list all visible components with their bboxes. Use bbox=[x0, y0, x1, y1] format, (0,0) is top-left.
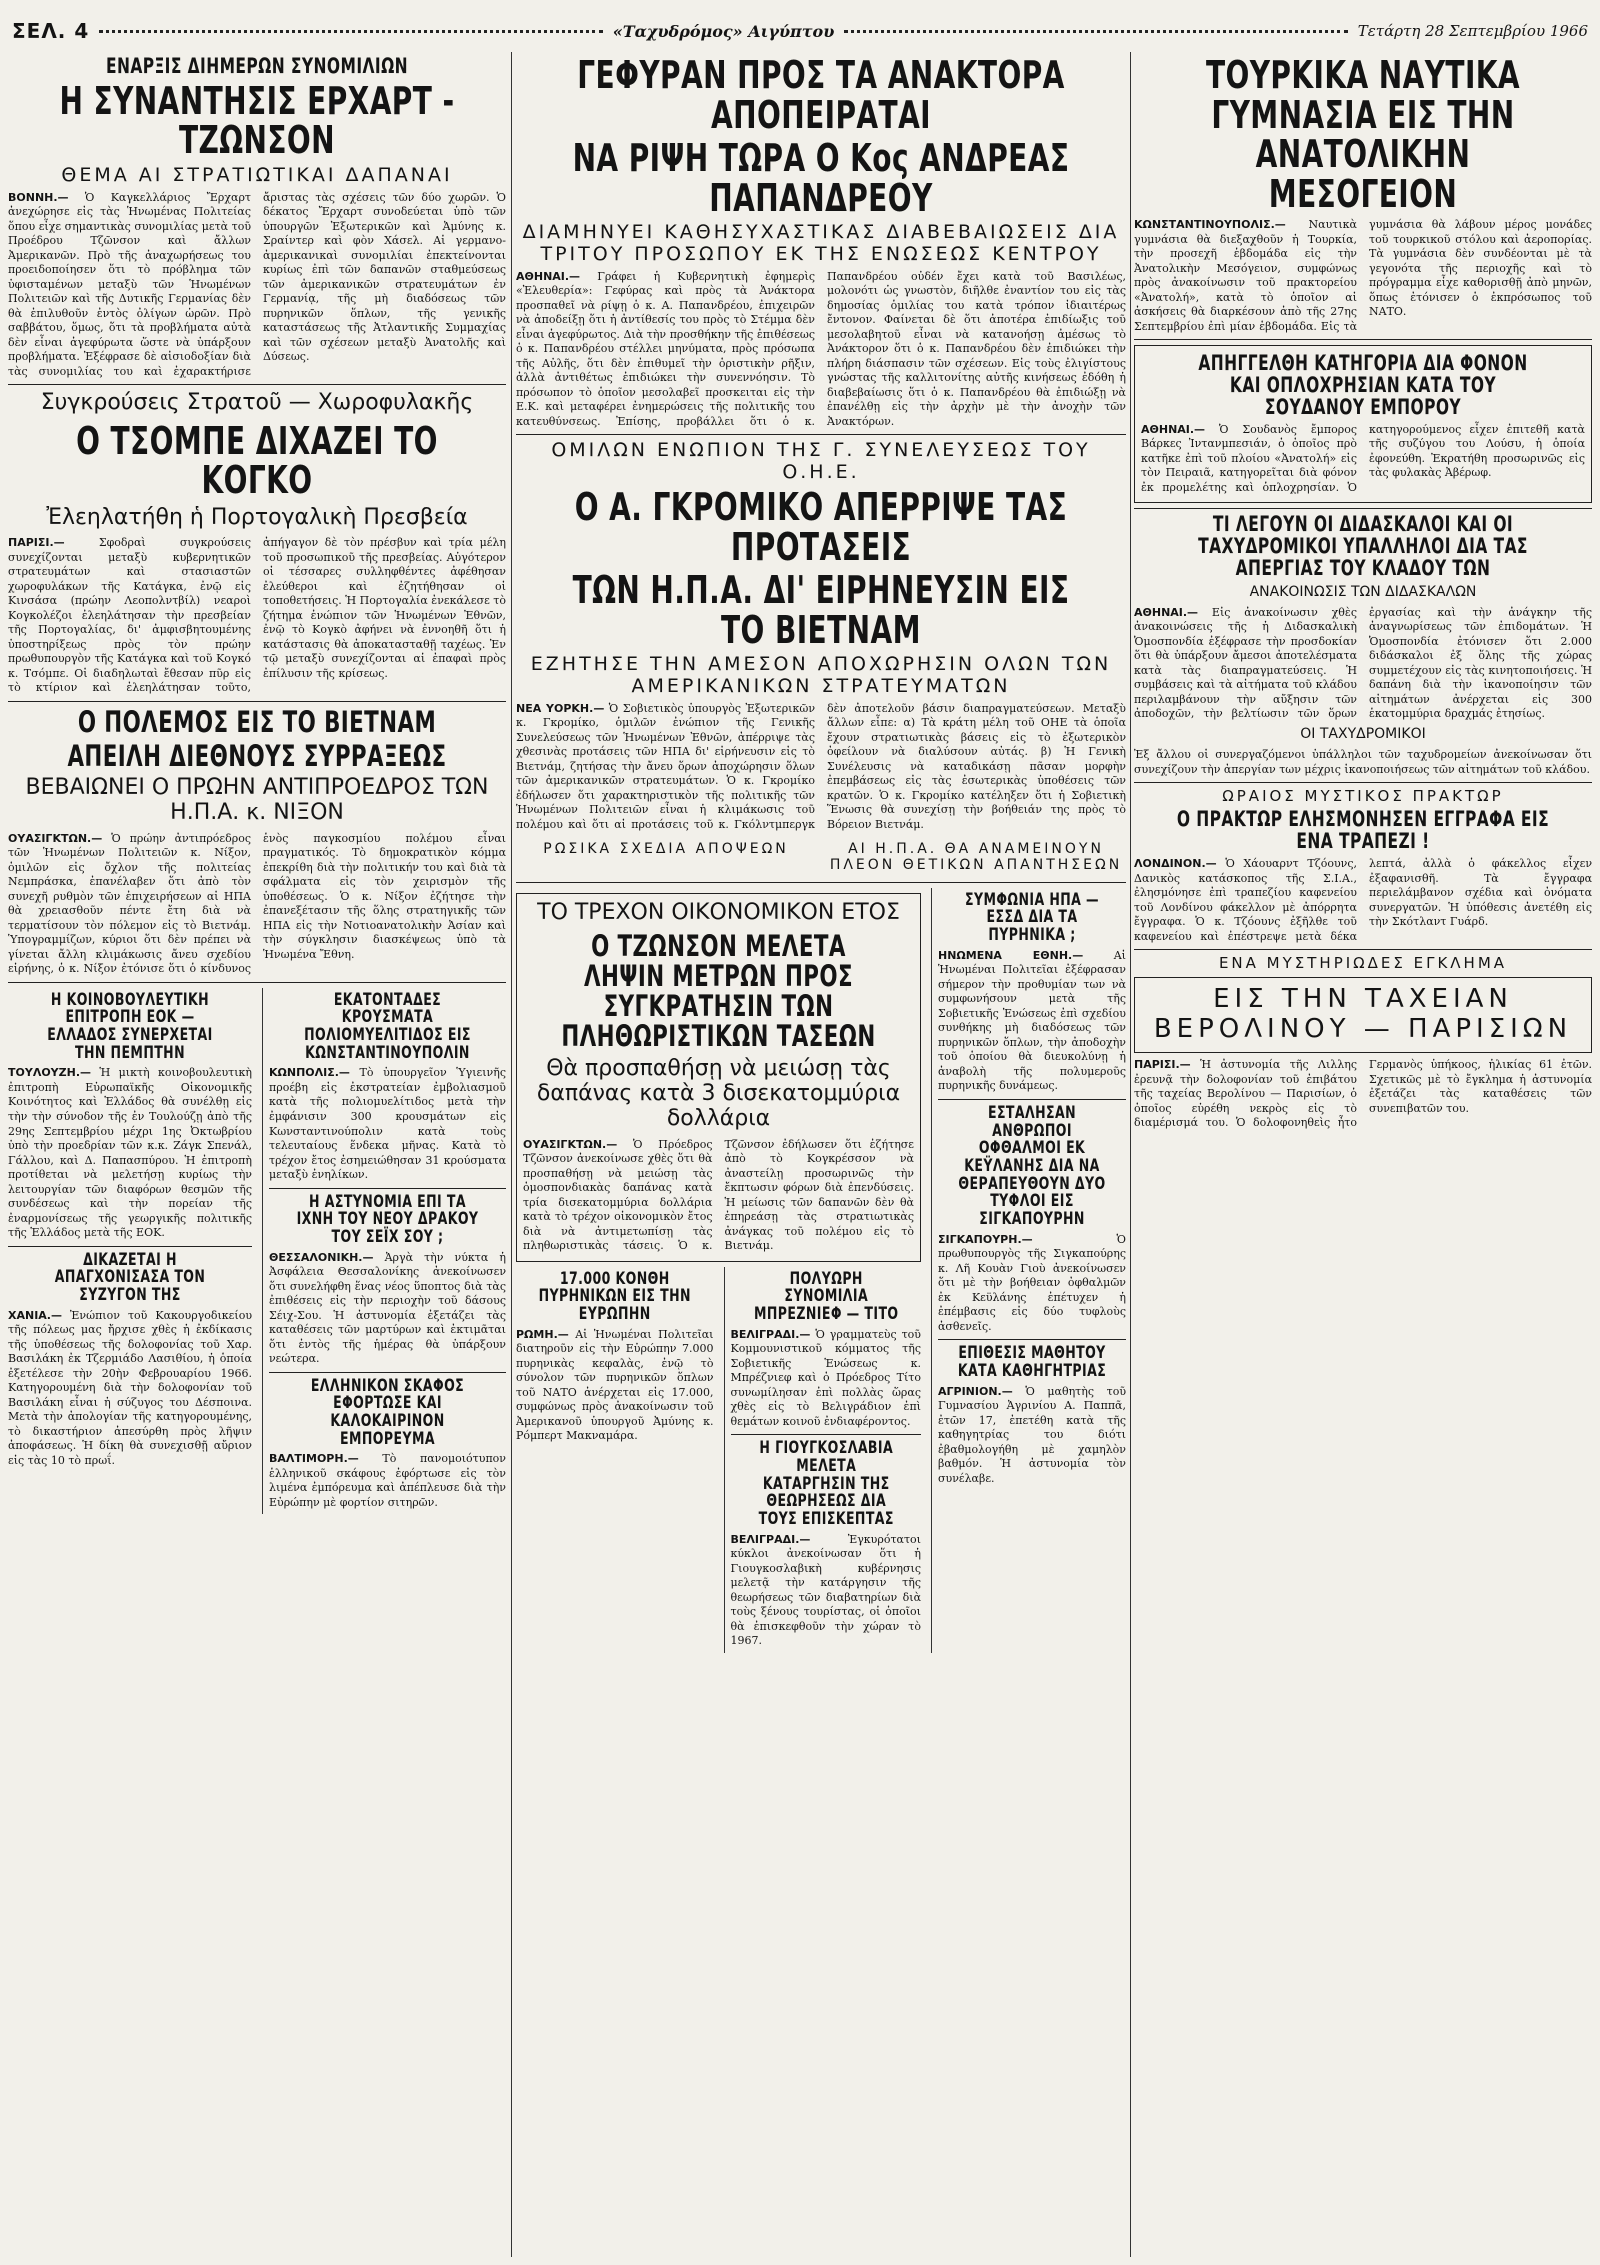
headline: ΤΙ ΛΕΓΟΥΝ ΟΙ ΔΙΔΑΣΚΑΛΟΙ ΚΑΙ ΟΙ ΤΑΧΥΔΡΟΜΙΚΟΙ ΥΠΑΛΛΗΛΟΙ ΔΙΑ ΤΑΣ ΑΠΕΡΓΙΑΣ ΤΟΥ ΚΛΑΔΟΥ ΤΩΝ bbox=[1198, 512, 1528, 580]
lower-center-right bbox=[931, 888, 1126, 1653]
divider bbox=[1134, 949, 1592, 950]
headline: ΣΥΜΦΩΝΙΑ ΗΠΑ — ΕΣΣΔ ΔΙΑ ΤΑ ΠΥΡΗΝΙΚΑ ; bbox=[964, 889, 1100, 946]
article-body bbox=[8, 1066, 252, 1240]
dateline: ΠΑΡΙΣΙ.— bbox=[8, 536, 65, 550]
article-body bbox=[1134, 748, 1592, 777]
article-johnson-inflation bbox=[516, 893, 921, 1262]
article-tshombe bbox=[8, 390, 506, 695]
article-text: Αἱ Ἡνωμέναι Πολιτεῖαι ἐξέφρασαν σήμερον τὴν προθυμίαν των νὰ συμφωνήσουν μετὰ τῆς Σοβιετικῆς Ἑνώσεως ἐπὶ σχεδίου συνθήκης μὴ διαδόσεως τῶν πυρηνικῶν ὅπλων, τὴν ἀποδοχὴν τοῦ ὁποίου θὰ διευκολύνῃ ἡ ἀναβολὴ τῆς πολυμεροῦς πυρηνικῆς δυνάμεως. bbox=[938, 948, 1126, 1093]
divider bbox=[1134, 782, 1592, 783]
article-text: Ἡ ἀστυνομία τῆς Λιλλης ἐρευνᾷ τὴν δολοφονίαν τοῦ ἐπιβάτου τῆς ταχείας Βερολίνου — Παρισίων, ὁ ὁποῖος εὑρέθη νεκρὸς εἰς τὸ διαμέρισμά του. Ὁ δολοφονηθεὶς ἦτο Γερμανὸς ὑπήκοος, ἡλικίας 61 ἐτῶν. Σχετικῶς μὲ τὸ ἔγκλημα ἡ ἀστυνομία ἐξετάζει τὰς καταθέσεις τῶν συνεπιβατῶν του. bbox=[1134, 1058, 1592, 1130]
article-text: Ὁ μαθητὴς τοῦ Γυμνασίου Ἀγρινίου Α. Παππᾶ, ἐτῶν 17, ἐπετέθη κατὰ τῆς καθηγητρίας του διότι ἐβαθμολογήθη μὲ χαμηλὸν βαθμόν. Ἡ ἀστυνομία τὸν συνέλαβε. bbox=[938, 1384, 1126, 1485]
article-text: Τὸ πανομοιότυπον ἑλληνικοῦ σκάφους ἐφόρτωσε εἰς τὸν λιμένα ἐμπόρευμα καὶ ἀπέπλευσε διὰ τὴν Εὐρώπην μὲ φορτίον σιτηρῶν. bbox=[269, 1452, 506, 1509]
article-nuclear-europe bbox=[516, 1267, 714, 1653]
article-text: Αἱ Ἡνωμέναι Πολιτεῖαι διατηροῦν εἰς τὴν Εὐρώπην 7.000 πυρηνικὰς κεφαλὰς, ἐνῷ τὸ σύνολον τῶν πυρηνικῶν ὅπλων τοῦ ΝΑΤΟ ἀνέρχεται εἰς 17.000, συμφώνως πρὸς ἀνακοίνωσιν τοῦ Ἀμερικανοῦ ὑπουργοῦ Ἀμύνης κ. Ρόμπερτ Μακναμάρα. bbox=[516, 1327, 714, 1443]
kicker: Συγκρούσεις Στρατοῦ — Χωροφυλακῆς bbox=[40, 390, 474, 416]
article-body bbox=[516, 1328, 714, 1444]
article-body bbox=[1141, 423, 1585, 496]
masthead-rule bbox=[844, 30, 1347, 33]
article-text: Ὁ Σοβιετικὸς ὑπουργὸς Ἐξωτερικῶν κ. Γκρομίκο, ὁμιλῶν ἐνώπιον τῆς Γενικῆς Συνελεύσεως τῶν Ἡνωμένων Ἐθνῶν, ἀπέρριψε τὰς χθεσινὰς προτάσεις τῶν ΗΠΑ δι' εἰρήνευσιν εἰς τὸ Βιετνάμ, ζητήσας τὴν ἄνευ ὅρων ἀποχώρησιν ὅλων τῶν ἀμερικανικῶν στρατευμάτων. Ὁ κ. Γκρομίκο ἐδήλωσεν ὅτι χαρακτηριστικὸν τῆς πολιτικῆς τῶν Ἡνωμένων Πολιτειῶν εἶναι ἡ κλιμάκωσις τοῦ πολέμου καὶ ὅτι αἱ προτάσεις τοῦ κ. Γκόλντμπεργκ δὲν ἀποτελοῦν βάσιν διαπραγματεύσεων. Μεταξὺ ἄλλων εἶπε: α) Τὰ κράτη μέλη τοῦ ΟΗΕ τὰ ὁποῖα ἔχουν στρατιωτικὰς βάσεις εἰς τὸ ἐξωτερικὸν ὀφείλουν νὰ διαλύσουν αὐτάς. β) Ἡ Γενικὴ Συνέλευσις νὰ καταδικάσῃ πᾶσαν μορφὴν ἐπεμβάσεως εἰς τὰς ἐσωτερικὰς ὑποθέσεις τῶν κρατῶν. Ὁ κ. Γκρομίκο κατέληξεν ὅτι ἡ Σοβιετικὴ Ἕνωσις θὰ συνεχίσῃ τὴν βοήθειάν της πρὸς τὸ Βόρειον Βιετνάμ. bbox=[516, 701, 1126, 831]
dateline: ΝΕΑ ΥΟΡΚΗ.— bbox=[516, 701, 605, 715]
dateline: ΣΙΓΚΑΠΟΥΡΗ.— bbox=[938, 1232, 1033, 1246]
article-body bbox=[1134, 1058, 1592, 1131]
headline: ΤΟΥΡΚΙΚΑ ΝΑΥΤΙΚΑ ΓΥΜΝΑΣΙΑ ΕΙΣ ΤΗΝ ΑΝΑΤΟΛΙΚΗΝ ΜΕΣΟΓΕΙΟΝ bbox=[1205, 53, 1521, 216]
column-left bbox=[8, 52, 506, 2257]
kicker: ΟΜΙΛΩΝ ΕΝΩΠΙΟΝ ΤΗΣ Γ. ΣΥΝΕΛΕΥΣΕΩΣ ΤΟΥ Ο.Η.Ε. bbox=[551, 439, 1091, 484]
article-body bbox=[269, 1452, 506, 1510]
article-text: Ὁ πρωθυπουργὸς τῆς Σιγκαπούρης κ. Λῆ Κουὰν Γιοὺ ἀνεκοίνωσεν ὅτι μὲ τὴν βοήθειαν ὀφθαλμῶν ἐκ Κεϋλάνης ἐπέτυχεν ἡ ἐπέμβασις εἰς δύο τυφλοὺς ἀσθενεῖς. bbox=[938, 1232, 1126, 1333]
lower-center-left bbox=[516, 888, 921, 1653]
article-body bbox=[1134, 218, 1592, 334]
article-text: Ὁ Χάουαρντ Τζόουνς, Δανικὸς κατάσκοπος τῆς Σ.Ι.Α., ἐλησμόνησε ἐπὶ τραπεζίου καφενείου τοῦ Λονδίνου φάκελλον μὲ ἀπόρρητα ἔγγραφα. Ὁ κ. Τζόουνς ἐξῆλθε τοῦ καφενείου καὶ ἐπέστρεψε μετὰ δέκα λεπτά, ἀλλὰ ὁ φάκελλος εἶχεν ἐξαφανισθῆ. Τὰ ἔγγραφα περιελάμβανον σχέδια καὶ ὀνόματα συνεργατῶν. Ἡ ὑπόθεσις ἀνετέθη εἰς τὴν Σκότλαντ Γυάρδ. bbox=[1134, 856, 1592, 943]
headline: ΕΣΤΑΛΗΣΑΝ ΑΝΘΡΩΠΟΙ ΟΦΘΑΛΜΟΙ ΕΚ ΚΕΫΛΑΝΗΣ ΔΙΑ ΝΑ ΘΕΡΑΠΕΥΘΟΥΝ ΔΥΟ ΤΥΦΛΟΙ ΕΙΣ ΣΙΓΚΑΠΟΥΡΗΝ bbox=[958, 1102, 1106, 1229]
headline: Ο ΤΖΩΝΣΟΝ ΜΕΛΕΤΑ ΛΗΨΙΝ ΜΕΤΡΩΝ ΠΡΟΣ ΣΥΓΚΡΑΤΗΣΙΝ ΤΩΝ ΠΛΗΘΩΡΙΣΤΙΚΩΝ ΤΑΣΕΩΝ bbox=[561, 928, 876, 1054]
divider bbox=[8, 384, 506, 385]
headline: Η ΑΣΤΥΝΟΜΙΑ ΕΠΙ ΤΑ ΙΧΝΗ ΤΟΥ ΝΕΟΥ ΔΡΑΚΟΥ ΤΟΥ ΣΕΪΧ ΣΟΥ ; bbox=[296, 1191, 479, 1247]
article-body bbox=[269, 1251, 506, 1367]
article-body bbox=[938, 1385, 1126, 1487]
divider bbox=[8, 982, 506, 983]
article-body bbox=[269, 1066, 506, 1182]
headline: Ο ΠΟΛΕΜΟΣ ΕΙΣ ΤΟ ΒΙΕΤΝΑΜ bbox=[77, 704, 437, 739]
article-text: Σφοδραὶ συγκρούσεις συνεχίζονται μεταξὺ κυβερνητικῶν στρατευμάτων καὶ στασιαστῶν χωροφυλάκων τῆς Κατάγκα, ἐνῷ εἰς Κινσάσα (πρώην Λεοπολντβίλ) νεαροὶ Κογκολέζοι ἐλεηλάτησαν τὴν πρεσβείαν τῆς Πορτογαλίας, δι' ἀμφισβητουμένης ὑποστηρίξεως πρὸς τὸν πρώην πρωθυπουργὸν τῆς Κατάγκα καὶ τοῦ Κογκό κ. Τσόμπε. Οἱ διαδηλωταὶ ἔθεσαν πῦρ εἰς τὸ κτίριον καὶ ἐλεηλάτησαν τοῦτο, ἀπήγαγον δὲ τὸν πρέσβυν καὶ τρία μέλη τοῦ προσωπικοῦ τῆς πρεσβείας. Αὐγότερον οἱ τέσσαρες συλληφθέντες ἀφέθησαν ἐλεύθεροι καὶ ἐζητήθησαν οἱ τοποθετήσεις. Ἡ Πορτογαλία ἐνεκάλεσε τὸ ζήτημα ἐνώπιον τῶν Ἡνωμένων Ἐθνῶν, ἐνῷ τὸ Κογκὸ ἀφήνει νὰ ἐννοηθῆ ὅτι ἡ κατάστασις θὰ ἀποκατασταθῇ ταχέως. Ἐν τῷ μεταξὺ συνεχίζονται αἱ ἐπαφαὶ πρὸς ἐπίλυσιν τῆς κρίσεως. bbox=[8, 536, 506, 695]
dateline: ΑΓΡΙΝΙΟΝ.— bbox=[938, 1384, 1013, 1398]
headline: ΑΠΗΓΓΕΛΘΗ ΚΑΤΗΓΟΡΙΑ ΔΙΑ ΦΟΝΟΝ ΚΑΙ ΟΠΛΟΧΡΗΣΙΑΝ ΚΑΤΑ ΤΟΥ ΣΟΥΔΑΝΟΥ ΕΜΠΟΡΟΥ bbox=[1198, 351, 1528, 419]
newspaper-name: «Ταχυδρόμος» Αιγύπτου bbox=[612, 21, 835, 41]
subhead: ΟΙ ΤΑΧΥΔΡΟΜΙΚΟΙ bbox=[1300, 725, 1426, 742]
article-nixon-vietnam bbox=[8, 704, 506, 977]
headline-line2: ΑΠΕΙΛΗ ΔΙΕΘΝΟΥΣ ΣΥΡΡΑΞΕΩΣ bbox=[67, 738, 447, 773]
headline: Η ΓΙΟΥΓΚΟΣΛΑΒΙΑ ΜΕΛΕΤΑ ΚΑΤΑΡΓΗΣΙΝ ΤΗΣ ΘΕΩΡΗΣΕΩΣ ΔΙΑ ΤΟΥΣ ΕΠΙΣΚΕΠΤΑΣ bbox=[758, 1438, 894, 1529]
short-items-grid bbox=[8, 988, 506, 1515]
deck: ΒΕΒΑΙΩΝΕΙ Ο ΠΡΩΗΝ ΑΝΤΙΠΡΟΕΔΡΟΣ ΤΩΝ Η.Π.Α. κ. ΝΙΞΟΝ bbox=[25, 775, 489, 826]
divider bbox=[938, 1099, 1126, 1100]
headline: Ο ΠΡΑΚΤΩΡ ΕΛΗΣΜΟΝΗΣΕΝ ΕΓΓΡΑΦΑ ΕΙΣ ΕΝΑ ΤΡΑΠΕΖΙ ! bbox=[1176, 807, 1550, 854]
dateline: ΧΑΝΙΑ.— bbox=[8, 1308, 62, 1322]
article-body bbox=[8, 536, 506, 696]
deck: ΘΕΜΑ ΑΙ ΣΤΡΑΤΙΩΤΙΚΑΙ ΔΑΠΑΝΑΙ bbox=[61, 163, 453, 186]
article-turkish-naval bbox=[1134, 53, 1592, 334]
subhead: ΑΝΑΚΟΙΝΩΣΙΣ ΤΩΝ ΔΙΔΑΣΚΑΛΩΝ bbox=[1249, 583, 1477, 600]
article-text: Γράφει ἡ Κυβερνητικὴ ἐφημερὶς «Ἐλευθερία»: Γεφύρας καὶ πρὸς τὰ Ἀνάκτορα προσπαθεῖ νὰ ρίψῃ ὁ κ. Α. Παπανδρέου, ἐπιχειρῶν νὰ ἀποδείξῃ ὅτι ἡ ἀντίθεσίς του πρὸς τὸ Στέμμα δὲν εἶναι ἀγεφύρωτος. Διὰ τὴν προσθήκην τῆς ἐπιθέσεως ὁ κ. Παπανδρέου στέλλει μηνύματα, πρὸς πρόσωπα τῆς Αὐλῆς, ὅτι δὲν ἐπιθυμεῖ τὴν ὁριστικὴν ρῆξιν, ἀλλὰ ἀντιθέτως ἐπιδιώκει τὴν συνεννόησιν. Τὸ πρόσωπον τὸ ὁποῖον μεσολαβεῖ προσκειται εἰς τὴν Ε.Κ. καὶ μεταφέρει ἐνημερώσεις τῆς πολιτικῆς του κατευθύνσεως. Ἐπίσης, προβάλλει ὅτι ὁ κ. Παπανδρέου οὐδέν ἔχει κατὰ τοῦ Βασιλέως, μολονότι ὡς γνωστὸν, διῆλθε ἐναντίον του εἰς τὰς δημοσίας ὁμιλίας του κατὰ τρόπον ἰδιαιτέρως ἔντονον. Φαίνεται δὲ ὅτι ἀποτέρα ἐπιδίωξις τοῦ μεσολαβητοῦ εἶναι νὰ κατανοήσῃ ἀμέσως τὸ Ἀνάκτορον ὅτι ὁ κ. Παπανδρέου δὲν ἐπιδιώκει τὴν πλήρη διάσπασιν τῶν σχέσεων. Εἰς τοὺς ἐλιγίστους γνώστας τῆς καλλιτονίτης αὐτῆς κινήσεως ἐδόθη ἡ διαβεβαίωσις ὅτι ὁ κ. Παπανδρέου θὰ ἐπιδιώξῃ νὰ ἐπανέλθῃ εἰς τὴν ἀρχὴν μὲ τὴν ἀνοχὴν τῶν Ἀνακτόρων. bbox=[516, 269, 1126, 428]
article-body bbox=[8, 832, 506, 977]
dateline: ΑΘΗΝΑΙ.— bbox=[516, 269, 581, 283]
article-body bbox=[731, 1328, 922, 1430]
dateline: ΑΘΗΝΑΙ.— bbox=[1141, 422, 1206, 436]
divider bbox=[8, 1246, 252, 1247]
article-text: Ἡ μικτὴ κοινοβουλευτικὴ ἐπιτροπὴ Εὐρωπαϊκῆς Οἰκονομικῆς Κοινότητος καὶ Ἑλλάδος θὰ συνέλθῃ εἰς τὴν τὴν σύνοδον τῆς ἐν Τουλούζῃ ἀπὸ τῆς 29ης Σεπτεμβρίου μέχρι 1ης Ὀκτωβρίου ὑπὸ τὴν προεδρίαν τῶν κ.κ. Ζάγκ Σπενάλ, Γάλλου, καὶ Δ. Παπασπύρου. Ἡ ἐπιτροπὴ προτίθεται νὰ μελετήσῃ κυρίως τὴν λειτουργίαν τῶν διαφόρων θεσμῶν τῆς συνδέσεως καὶ τὴν πορείαν τῆς ἐναρμονίσεως τῆς γεωργικῆς πολιτικῆς τῆς Ἑλλάδος μετὰ τῆς ΕΟΚ. bbox=[8, 1066, 253, 1240]
dateline: ΗΝΩΜΕΝΑ ΕΘΝΗ.— bbox=[938, 948, 1084, 962]
deck: ΔΙΑΜΗΝΥΕΙ ΚΑΘΗΣΥΧΑΣΤΙΚΑΣ ΔΙΑΒΕΒΑΙΩΣΕΙΣ ΔΙΑ ΤΡΙΤΟΥ ΠΡΟΣΩΠΟΥ ΕΚ ΤΗΣ ΕΝΩΣΕΩΣ ΚΕΝΤΡΟΥ bbox=[522, 221, 1120, 265]
lower-pair bbox=[516, 1267, 921, 1653]
divider bbox=[1134, 508, 1592, 509]
headline-line2: ΝΑ ΡΙΨΗ ΤΩΡΑ Ο Κος ΑΝΔΡΕΑΣ ΠΑΠΑΝΔΡΕΟΥ bbox=[572, 136, 1070, 220]
article-text: Ὁ Σουδανὸς ἔμπορος Βάρκες Ἰντανμπεσιάν, ὁ ὁποῖος πρὸ κατῆκε ἐπὶ τοῦ πλοίου «Ἀνατολή» εἰς τὸν Πειραιᾶ, κατηγορεῖται διὰ φόνον ἐκ προμελέτης καὶ ὁπλοχρησίαν. Ὁ κατηγορούμενος εἶχεν ἐπιτεθῆ κατὰ τῆς συζύγου του Λούσυ, ἡ ὁποία ἐφονεύθη. Ἐκρατήθη προσωρινῶς εἰς τὰς φυλακὰς Ἀβέρωφ. bbox=[1141, 422, 1585, 494]
page-number: ΣΕΛ. 4 bbox=[12, 19, 90, 43]
headline: ΕΚΑΤΟΝΤΑΔΕΣ ΚΡΟΥΣΜΑΤΑ ΠΟΛΙΟΜΥΕΛΙΤΙΔΟΣ ΕΙΣ ΚΩΝΣΤΑΝΤΙΝΟΥΠΟΛΙΝ bbox=[304, 989, 471, 1063]
article-text: Ὁ Πρόεδρος Τζῶνσον ἀνεκοίνωσε χθὲς ὅτι θὰ προσπαθήσῃ νὰ μειώσῃ τὰς ὁμοσπονδιακὰς δαπάνας κατὰ τρία δισεκατομμύρια δολλάρια κατὰ τὸ τρέχον οἰκονομικὸν ἔτος διὰ νὰ ἀντιμετωπίσῃ τὰς πληθωριστικὰς τάσεις. Ὁ κ. Τζῶνσον ἐδήλωσεν ὅτι ἐζήτησε ἀπὸ τὸ Κογκρέσσον νὰ ἀναστείλῃ προσωρινῶς τὴν ἔκπτωσιν φόρων διὰ ἐπενδύσεις. Ἡ μείωσις τῶν δαπανῶν δὲν θὰ ἐπηρεάσῃ τὰς στρατιωτικὰς ἀνάγκας τοῦ πολέμου εἰς τὸ Βιετνάμ. bbox=[523, 1137, 914, 1253]
article-text: Εἰς ἀνακοίνωσιν χθὲς ἀνακοινώσεις τῆς ἡ Διδασκαλικὴ Ὁμοσπονδία ἐξέφρασε τὴν προσδοκίαν ὅτι θὰ ὑπάρξουν ἄμεσοι ἀποτελέσματα κατὰ τὰς διαπραγματεύσεις. Ἡ συμβάσεις καὶ τὰ αἰτήματα τοῦ κλάδου περιλαμβάνουν τὴν αὔξησιν τῶν ἀποδοχῶν, τὴν βελτίωσιν τῶν ὅρων ἐργασίας καὶ τὴν ἀνάγκην τῆς ἀναγνωρίσεως τῶν ἐπιδομάτων. Ἡ Ὁμοσπονδία ἐτόνισεν ὅτι 2.000 διδάσκαλοι ἐξ ὅλης τῆς χώρας συμμετέχουν εἰς τὰς κινητοποιήσεις. Ἡ δαπάνη διὰ τὴν ἱκανοποίησιν τῶν αἰτημάτων ἀνέρχεται εἰς 300 ἑκατομμύρια δραχμάς ἐτησίως. bbox=[1134, 605, 1592, 721]
headline: Ο ΤΣΟΜΠΕ ΔΙΧΑΖΕΙ ΤΟ ΚΟΓΚΟ bbox=[76, 418, 438, 503]
article-text: Ἐξ ἄλλου οἱ συνεργαζόμενοι ὑπάλληλοι τῶν ταχυδρομείων ἀνεκοίνωσαν ὅτι συνεχίζουν τὴν ἀπεργίαν των μέχρις ἱκανοποιήσεως τῶν αἰτημάτων τοῦ κλάδου. bbox=[1134, 748, 1592, 776]
dateline: ΒΕΛΙΓΡΑΔΙ.— bbox=[730, 1327, 811, 1341]
headline: ΕΠΙΘΕΣΙΣ ΜΑΘΗΤΟΥ ΚΑΤΑ ΚΑΘΗΓΗΤΡΙΑΣ bbox=[957, 1343, 1107, 1381]
deck: Θὰ προσπαθήσῃ νὰ μειώσῃ τὰς δαπάνας κατὰ 3 δισεκατομμύρια δολλάρια bbox=[536, 1055, 901, 1132]
divider bbox=[731, 1434, 922, 1435]
headline: Η ΚΟΙΝΟΒΟΥΛΕΥΤΙΚΗ ΕΠΙΤΡΟΠΗ ΕΟΚ — ΕΛΛΑΔΟΣ ΣΥΝΕΡΧΕΤΑΙ ΤΗΝ ΠΕΜΠΤΗΝ bbox=[47, 989, 213, 1063]
dateline: ΑΘΗΝΑΙ.— bbox=[1134, 605, 1199, 619]
dateline: ΟΥΑΣΙΓΚΤΩΝ.— bbox=[8, 831, 103, 845]
article-text: Ὁ γραμματεὺς τοῦ Κομμουνιστικοῦ κόμματος τῆς Σοβιετικῆς Ἑνώσεως κ. Μπρέζνιεφ καὶ ὁ Πρόεδρος Τίτο συνωμίλησαν ἐπὶ πολλὰς ὥρας χθὲς εἰς τὸ Βελιγράδιον ἐπὶ θεμάτων κοινοῦ ἐνδιαφέροντος. bbox=[730, 1327, 921, 1428]
masthead bbox=[12, 18, 1588, 44]
headline: ΕΛΛΗΝΙΚΟΝ ΣΚΑΦΟΣ ΕΦΟΡΤΩΣΕ ΚΑΙ ΚΑΛΟΚΑΙΡΙΝΟΝ ΕΜΠΟΡΕΥΜΑ bbox=[310, 1375, 465, 1449]
article-text: Ἐνώπιον τοῦ Κακουργοδικείου τῆς πόλεως μας ἤρχισε χθὲς ἡ ἐκδίκασις τῆς ὑποθέσεως τῆς δολοφονίας τοῦ Χαρ. Βασιλάκη ἐκ Τζερμιάδο Λασιθίου, ἡ ὁποία ἐξετέλεσε τὴν 20ὴν Φεβρουαρίου 1966. Κατηγορουμένη διὰ τὴν δολοφονίαν τοῦ Βασιλάκη εἶναι ἡ σύζυγος του Δέσποινα. Μετὰ τὴν ἀπολογίαν τῆς κατηγορουμένης, τὸ δικαστήριον ἀπεσύρθη πρὸς λῆψιν ἀποφάσεως. Ἡ δίκη θὰ συνεχισθῇ αὔριον εἰς τὰς 10 τὸ πρωΐ. bbox=[8, 1308, 252, 1467]
dateline: ΒΑΛΤΙΜΟΡΗ.— bbox=[269, 1452, 359, 1466]
article-body bbox=[1134, 857, 1592, 944]
dateline: ΒΕΛΙΓΡΑΔΙ.— bbox=[730, 1532, 811, 1546]
dateline: ΚΩΝΠΟΛΙΣ.— bbox=[269, 1066, 350, 1080]
article-train-crime bbox=[1134, 955, 1592, 1131]
divider bbox=[516, 434, 1126, 435]
deck: ΕΖΗΤΗΣΕ ΤΗΝ ΑΜΕΣΟΝ ΑΠΟΧΩΡΗΣΙΝ ΟΛΩΝ ΤΩΝ ΑΜΕΡΙΚΑΝΙΚΩΝ ΣΤΡΑΤΕΥΜΑΤΩΝ bbox=[530, 653, 1112, 698]
dateline: ΡΩΜΗ.— bbox=[516, 1327, 569, 1341]
dateline: ΠΑΡΙΣΙ.— bbox=[1134, 1058, 1191, 1072]
article-body bbox=[1134, 606, 1592, 722]
divider bbox=[269, 1188, 506, 1189]
divider bbox=[516, 882, 1126, 883]
kicker: ΕΝΑ ΜΥΣΤΗΡΙΩΔΕΣ ΕΓΚΛΗΜΑ bbox=[1218, 954, 1508, 973]
article-text: Τὸ ὑπουργεῖον Ὑγιεινῆς προέβη εἰς ἐκστρατείαν ἐμβολιασμοῦ κατὰ τῆς πολιομυελίτιδος μετὰ τὴν ἐμφάνισιν 300 κρουσμάτων εἰς Κωνσταντινούπολιν κατὰ τοὺς τελευταίους ἕνδεκα μῆνας. Κατὰ τὸ τρέχον ἔτος ἐσημειώθησαν 31 κρούσματα μεταξὺ ἐνηλίκων. bbox=[269, 1066, 506, 1182]
lower-center-grid bbox=[516, 888, 1126, 1653]
article-body bbox=[938, 949, 1126, 1094]
article-gromyko bbox=[516, 440, 1126, 876]
headline: Ο Α. ΓΚΡΟΜΙΚΟ ΑΠΕΡΡΙΨΕ ΤΑΣ ΠΡΟΤΑΣΕΙΣ bbox=[574, 485, 1068, 569]
article-body bbox=[516, 270, 1126, 430]
article-text: Ναυτικὰ γυμνάσια θὰ διεξαχθοῦν ἡ Τουρκία, τὴν προσεχῆ ἑβδομάδα εἰς τὴν Ἀνατολικὴν Μεσόγειον, συμφώνως πρὸς ἀνακοίνωσιν τοῦ πρακτορείου «Ἀνατολή», κατὰ τὸ ὁποῖον αἱ ἀσκήσεις θὰ διαρκέσουν ἀπὸ τῆς 27ης Σεπτεμβρίου ἐπὶ μίαν ἑβδομάδα. Εἰς τὰ γυμνάσια θὰ λάβουν μέρος μονάδες τοῦ τουρκικοῦ στόλου καὶ ἀεροπορίας. Τὰ γυμνάσια δὲν συνδέονται μὲ τὰ γεγονότα τῆς περιοχῆς καὶ τὸ πρόγραμμα εἶχε καθορισθῇ ἀπὸ μηνῶν, ὅπως ἐτόνισεν ὁ ἐκπρόσωπος τοῦ ΝΑΤΟ. bbox=[1134, 218, 1592, 333]
column-rule bbox=[1130, 52, 1131, 2257]
article-text: Ὁ πρώην ἀντιπρόεδρος τῶν Ἡνωμένων Πολιτειῶν κ. Νίξον, ὁμιλῶν εἰς ὄχλον τῆς πολιτείας Νεμπράσκα, ἐπανέλαβεν ὅτι ἀπὸ τὸν συνεχῆ ρυθμὸν τῶν ἐπιχειρήσεων αἱ ΗΠΑ θὰ χρειασθοῦν πέντε ἔτη διὰ νὰ τερματίσουν τὸν πόλεμον εἰς τὸ Βιετνάμ. Ὑπογραμμίζων, κύριοι ὅτι δὲν πρέπει νὰ γίνεται ἄλλη κλιμάκωσις ἄνευ σχεδίου εἰρήνης, ὁ κ. Νίξον ἐτόνισε ὅτι ὁ κίνδυνος ἑνὸς παγκοσμίου πολέμου εἶναι πραγματικός. Τὸ δημοκρατικὸν κόμμα ἐπεκρίθη διὰ τὴν πολιτικήν του καὶ διὰ τὰ σφάλματα εἰς τὸν χειρισμὸν τῆς ὑποθέσεως. Ὁ κ. Νίξον ἐζήτησε τὴν ἐπανεξέτασιν τῆς ὅλης στρατηγικῆς τῶν ΗΠΑ εἰς τὴν Νοτιοανατολικὴν Ἀσίαν καὶ τὴν σύγκλησιν διασκέψεως ὑπὸ τὰ Ἡνωμένα Ἔθνη. bbox=[8, 831, 506, 976]
short-items-left bbox=[8, 988, 252, 1515]
dateline: ΘΕΣΣΑΛΟΝΙΚΗ.— bbox=[269, 1250, 374, 1264]
headline: ΔΙΚΑΖΕΤΑΙ Η ΑΠΑΓΧΟΝΙΣΑΣΑ ΤΟΝ ΣΥΖΥΓΟΝ ΤΗΣ bbox=[54, 1249, 206, 1305]
article-text: Ὁ Καγκελλάριος Ἔρχαρτ ἀνεχώρησε εἰς τὰς Ἡνωμένας Πολιτείας ὅπου εἶχε σημαντικὰς συνομιλίας μετὰ τοῦ Προέδρου Τζῶνσον καὶ ἄλλων Ἀμερικανῶν. Πρὸ τῆς ἀναχωρήσεως του προειδοποίησεν ὅτι τὸ πρόβλημα τῶν ὑφισταμένων μεταξὺ τῶν Ἡνωμένων Πολιτειῶν καὶ τῆς Δυτικῆς Γερμανίας δὲν θὰ ἐπιλυθοῦν ἐντὸς ὀλίγων ὡρῶν. Πρὸ σαββάτου, ὅμως, ὅτι τὰ προβλήματα αὐτὰ δὲν εἶναι ἀγεφύρωτα ὥστε νὰ ὑπάρξουν προβλήματα. Ἐξέφρασε δὲ αἰσιοδοξίαν διὰ τὰς συνομιλίας του καὶ ἐχαρακτήρισε ἄριστας τὰς σχέσεις τῶν δύο χωρῶν. Ὁ δέκατος Ἔρχαρτ συνοδεύεται ὑπὸ τῶν ὑπουργῶν Ἐξωτερικῶν καὶ Ἀμύνης κ. Σραίντερ καὶ φὸν Χάσελ. Αἱ γερμανο-ἀμερικανικαὶ συνομιλίαι ἐπεκτείνονται κυρίως ἐπὶ τῶν δαπανῶν σταθμεύσεως τῶν ἀμερικανικῶν στρατευμάτων ἐν Γερμανίᾳ, τῆς μὴ διαδόσεως τῶν πυρηνικῶν ὅπλων, τῆς γενικῆς καταστάσεως τῆς Ἀτλαντικῆς Συμμαχίας καὶ τῶν σχέσεων μεταξὺ Ἀνατολῆς καὶ Δύσεως. bbox=[8, 190, 506, 378]
dateline: ΒΟΝΝΗ.— bbox=[8, 190, 69, 204]
headline-box bbox=[1134, 977, 1592, 1053]
article-body bbox=[516, 702, 1126, 833]
divider bbox=[269, 1372, 506, 1373]
headline: ΕΙΣ ΤΗΝ ΤΑΧΕΙΑΝ ΒΕΡΟΛΙΝΟΥ — ΠΑΡΙΣΙΩΝ bbox=[1153, 984, 1573, 1045]
dateline: ΟΥΑΣΙΓΚΤΩΝ.— bbox=[523, 1137, 618, 1151]
article-sudanese-merchant bbox=[1134, 345, 1592, 503]
article-papandreou bbox=[516, 53, 1126, 429]
article-text: Ἐγκυρότατοι κύκλοι ἀνεκοίνωσαν ὅτι ἡ Γιουγκοσλαβικὴ κυβέρνησις μελετᾷ τὴν κατάργησιν τῆς θεωρήσεως τῶν διαβατηρίων διὰ τοὺς ξένους τουρίστας, οἱ ὁποῖοι θὰ ἐπισκεφθοῦν τὴν χώραν τὸ 1967. bbox=[730, 1532, 921, 1648]
article-erhard-johnson bbox=[8, 56, 506, 379]
article-body bbox=[8, 191, 506, 380]
subhead: ΑΙ Η.Π.Α. ΘΑ ΑΝΑΜΕΙΝΟΥΝ ΠΛΕΟΝ ΘΕΤΙΚΩΝ ΑΠΑΝΤΗΣΕΩΝ bbox=[829, 840, 1123, 873]
column-rule bbox=[511, 52, 512, 2257]
issue-date: Τετάρτη 28 Σεπτεμβρίου 1966 bbox=[1357, 22, 1588, 40]
article-brezhnev-tito bbox=[724, 1267, 922, 1653]
masthead-rule bbox=[99, 30, 602, 33]
article-text: Ἀργὰ τὴν νύκτα ἡ Ἀσφάλεια Θεσσαλονίκης ἀνεκοίνωσεν ὅτι συνελήφθη ἕνας νέος ὕποπτος διὰ τὰς ἐπιθέσεις εἰς τὴν περιοχὴν τοῦ δάσους Σέιχ-Σου. Ἡ ἀστυνομία ἐξετάζει τὰς καταθέσεις τῶν μαρτύρων καὶ ἐκτιμᾶται ὅτι ἐντὸς τῆς ἡμέρας θὰ ὑπάρξουν νεώτερα. bbox=[269, 1250, 506, 1366]
dateline: ΚΩΝΣΤΑΝΤΙΝΟΥΠΟΛΙΣ.— bbox=[1134, 218, 1286, 232]
headline: Η ΣΥΝΑΝΤΗΣΙΣ ΕΡΧΑΡΤ - ΤΖΩΝΣΟΝ bbox=[59, 78, 455, 163]
article-secret-agent bbox=[1134, 788, 1592, 944]
article-body bbox=[938, 1233, 1126, 1335]
gromyko-subheads bbox=[516, 837, 1126, 877]
article-body bbox=[8, 1309, 252, 1469]
divider bbox=[938, 1339, 1126, 1340]
divider bbox=[8, 701, 506, 702]
headline: 17.000 ΚΟΝΘΗ ΠΥΡΗΝΙΚΩΝ ΕΙΣ ΤΗΝ ΕΥΡΩΠΗΝ bbox=[538, 1268, 691, 1324]
kicker: ΤΟ ΤΡΕΧΟΝ ΟΙΚΟΝΟΜΙΚΟΝ ΕΤΟΣ bbox=[537, 899, 900, 925]
article-body bbox=[731, 1533, 922, 1649]
headline: ΠΟΛΥΩΡΗ ΣΥΝΟΜΙΛΙΑ ΜΠΡΕΖΝΙΕΦ — ΤΙΤΟ bbox=[753, 1268, 898, 1324]
deck: Ἐλεηλατήθη ἡ Πορτογαλικὴ Πρεσβεία bbox=[46, 504, 468, 530]
headline-line2: ΤΩΝ Η.Π.Α. ΔΙ' ΕΙΡΗΝΕΥΣΙΝ ΕΙΣ ΤΟ ΒΙΕΤΝΑΜ bbox=[572, 568, 1070, 652]
column-center bbox=[516, 52, 1126, 2257]
short-items-right bbox=[262, 988, 506, 1515]
article-body bbox=[523, 1138, 914, 1254]
dateline: ΛΟΝΔΙΝΟΝ.— bbox=[1134, 856, 1217, 870]
kicker: ΕΝΑΡΞΙΣ ΔΙΗΜΕΡΩΝ ΣΥΝΟΜΙΛΙΩΝ bbox=[105, 54, 409, 78]
headline: ΓΕΦΥΡΑΝ ΠΡΟΣ ΤΑ ΑΝΑΚΤΟΡΑ ΑΠΟΠΕΙΡΑΤΑΙ bbox=[577, 53, 1065, 137]
column-right bbox=[1134, 52, 1592, 2257]
divider bbox=[1134, 339, 1592, 340]
dateline: ΤΟΥΛΟΥΖΗ.— bbox=[8, 1066, 92, 1080]
article-teachers-strike bbox=[1134, 514, 1592, 777]
subhead: ΡΩΣΙΚΑ ΣΧΕΔΙΑ ΑΠΟΨΕΩΝ bbox=[543, 840, 789, 857]
kicker: ΩΡΑΙΟΣ ΜΥΣΤΙΚΟΣ ΠΡΑΚΤΩΡ bbox=[1222, 787, 1504, 806]
